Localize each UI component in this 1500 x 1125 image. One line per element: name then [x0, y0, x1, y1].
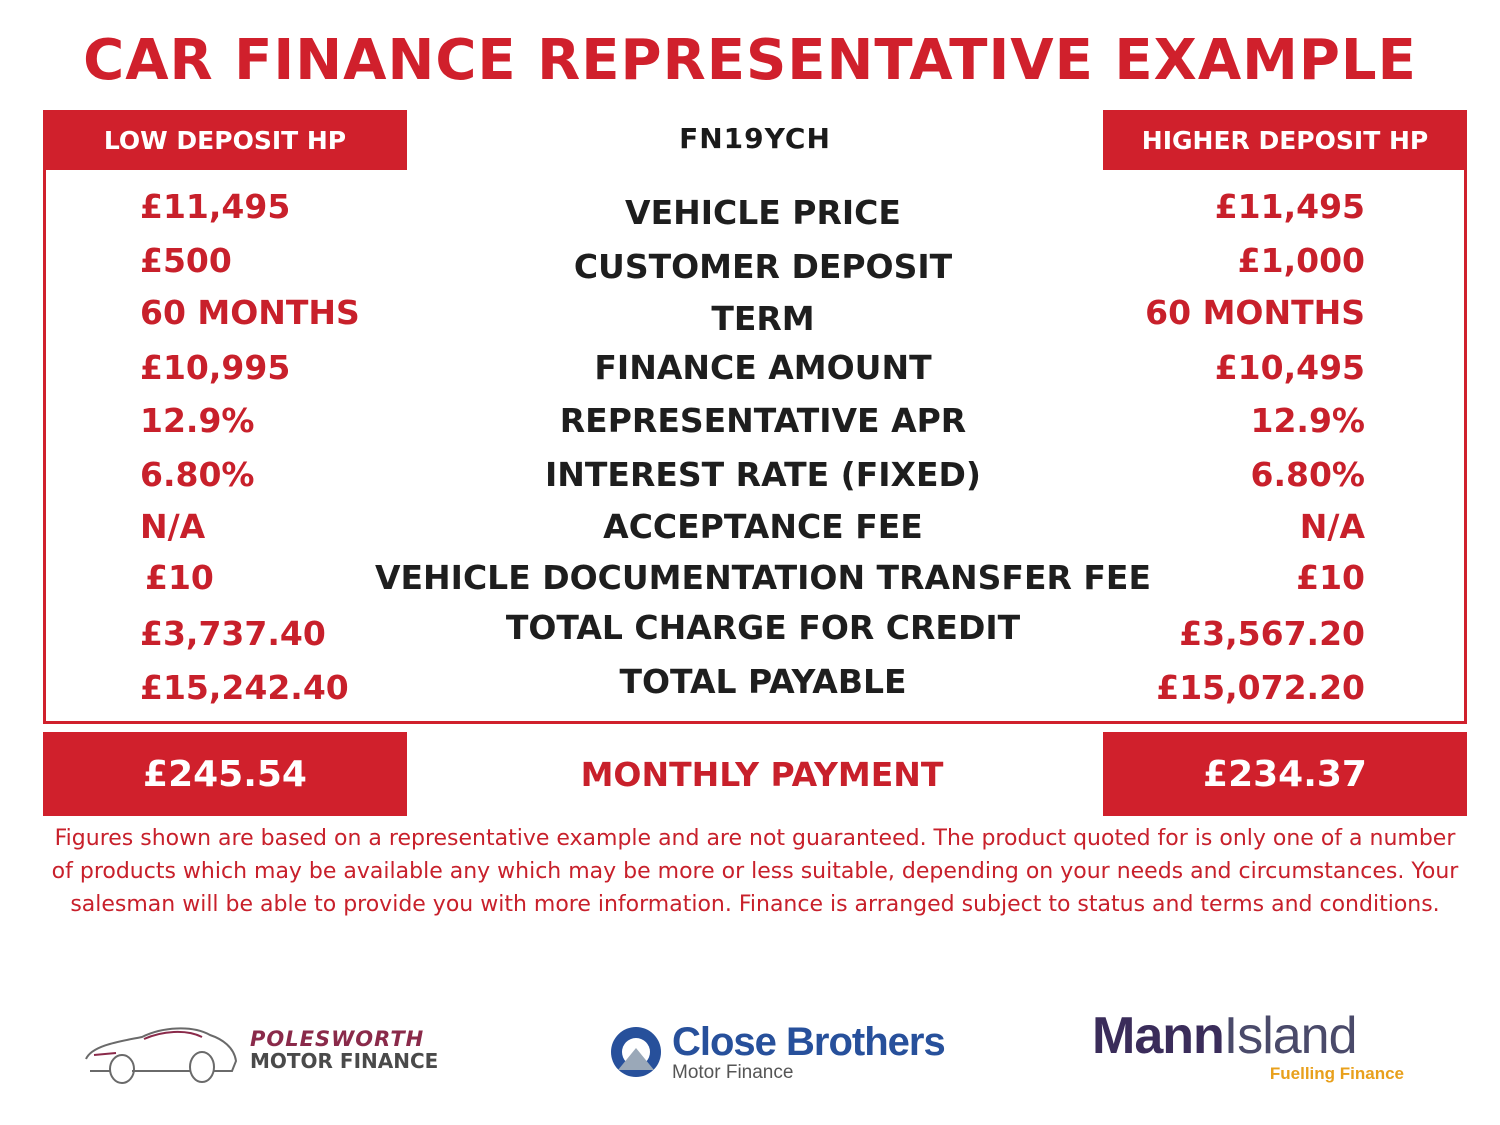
low-deposit-value: N/A [140, 506, 206, 546]
low-deposit-value: 12.9% [140, 400, 255, 440]
close-brothers-subtitle: Motor Finance [672, 1062, 794, 1083]
polesworth-name: POLESWORTH [250, 1027, 425, 1051]
polesworth-subtitle: MOTOR FINANCE [250, 1049, 439, 1073]
table-row [43, 607, 1467, 659]
table-row [43, 341, 1467, 393]
row-label: VEHICLE PRICE [625, 192, 901, 232]
row-label: VEHICLE DOCUMENTATION TRANSFER FEE [374, 557, 1152, 597]
higher-deposit-value: £10,495 [1214, 347, 1365, 387]
disclaimer-text: Figures shown are based on a representative example and are not guaranteed. The product quoted for is only one of a number of products which may be available any which may be more or less suitable, depending on your needs and circumstances. Your salesman will be able to provide you with more information. Finance is arranged subject to status and terms and conditions. [51, 826, 1459, 917]
table-row [43, 180, 1467, 232]
higher-deposit-monthly-payment: £234.37 [1103, 732, 1467, 816]
low-deposit-value: 60 MONTHS [140, 292, 360, 332]
mann-island-logo [1092, 1008, 1422, 1092]
car-outline-icon [82, 1015, 242, 1085]
close-brothers-logo [608, 1012, 948, 1092]
mann-island-tagline: Fuelling Finance [1269, 1064, 1404, 1083]
row-label: TOTAL CHARGE FOR CREDIT [505, 607, 1021, 647]
low-deposit-value: £15,242.40 [140, 667, 349, 707]
table-row [43, 448, 1467, 500]
close-brothers-emblem-icon [608, 1024, 664, 1080]
page-title: CAR FINANCE REPRESENTATIVE EXAMPLE [83, 28, 1417, 93]
mann-island-wordmark [1092, 1008, 1422, 1064]
row-label: TOTAL PAYABLE [619, 661, 907, 701]
row-label: TERM [711, 298, 815, 338]
low-deposit-header: LOW DEPOSIT HP [43, 110, 407, 170]
table-row [43, 394, 1467, 446]
table-row [43, 234, 1467, 286]
island-text: Island [1223, 1007, 1357, 1065]
higher-deposit-value: £3,567.20 [1179, 613, 1365, 653]
row-label: REPRESENTATIVE APR [559, 400, 967, 440]
low-deposit-monthly-payment: £245.54 [43, 732, 407, 816]
polesworth-motor-finance-logo [82, 1010, 442, 1090]
registration-plate: FN19YCH [407, 110, 1103, 166]
monthly-payment-label: MONTHLY PAYMENT [580, 754, 944, 794]
higher-deposit-value: 6.80% [1250, 454, 1365, 494]
close-brothers-name: Close Brothers [672, 1020, 945, 1064]
higher-deposit-value: £11,495 [1214, 186, 1365, 226]
row-label: CUSTOMER DEPOSIT [573, 246, 953, 286]
polesworth-wordmark [250, 1028, 438, 1072]
row-label: FINANCE AMOUNT [594, 347, 932, 387]
low-deposit-value: £10 [145, 557, 214, 597]
low-deposit-value: £11,495 [140, 186, 291, 226]
higher-deposit-value: £15,072.20 [1156, 667, 1365, 707]
higher-deposit-value: 60 MONTHS [1145, 292, 1365, 332]
row-label: INTEREST RATE (FIXED) [545, 454, 981, 494]
higher-deposit-value: £1,000 [1237, 240, 1365, 280]
higher-deposit-value: N/A [1299, 506, 1365, 546]
table-row [43, 500, 1467, 552]
higher-deposit-value: 12.9% [1250, 400, 1365, 440]
higher-deposit-header: HIGHER DEPOSIT HP [1103, 110, 1467, 170]
mann-text: Mann [1092, 1007, 1224, 1065]
table-row [43, 286, 1467, 338]
low-deposit-value: 6.80% [140, 454, 255, 494]
table-row [43, 551, 1467, 603]
low-deposit-value: £3,737.40 [140, 613, 326, 653]
table-row [43, 661, 1467, 713]
close-brothers-wordmark [672, 1021, 945, 1083]
higher-deposit-value: £10 [1296, 557, 1365, 597]
row-label: ACCEPTANCE FEE [603, 506, 923, 546]
low-deposit-value: £10,995 [140, 347, 291, 387]
low-deposit-value: £500 [140, 240, 232, 280]
